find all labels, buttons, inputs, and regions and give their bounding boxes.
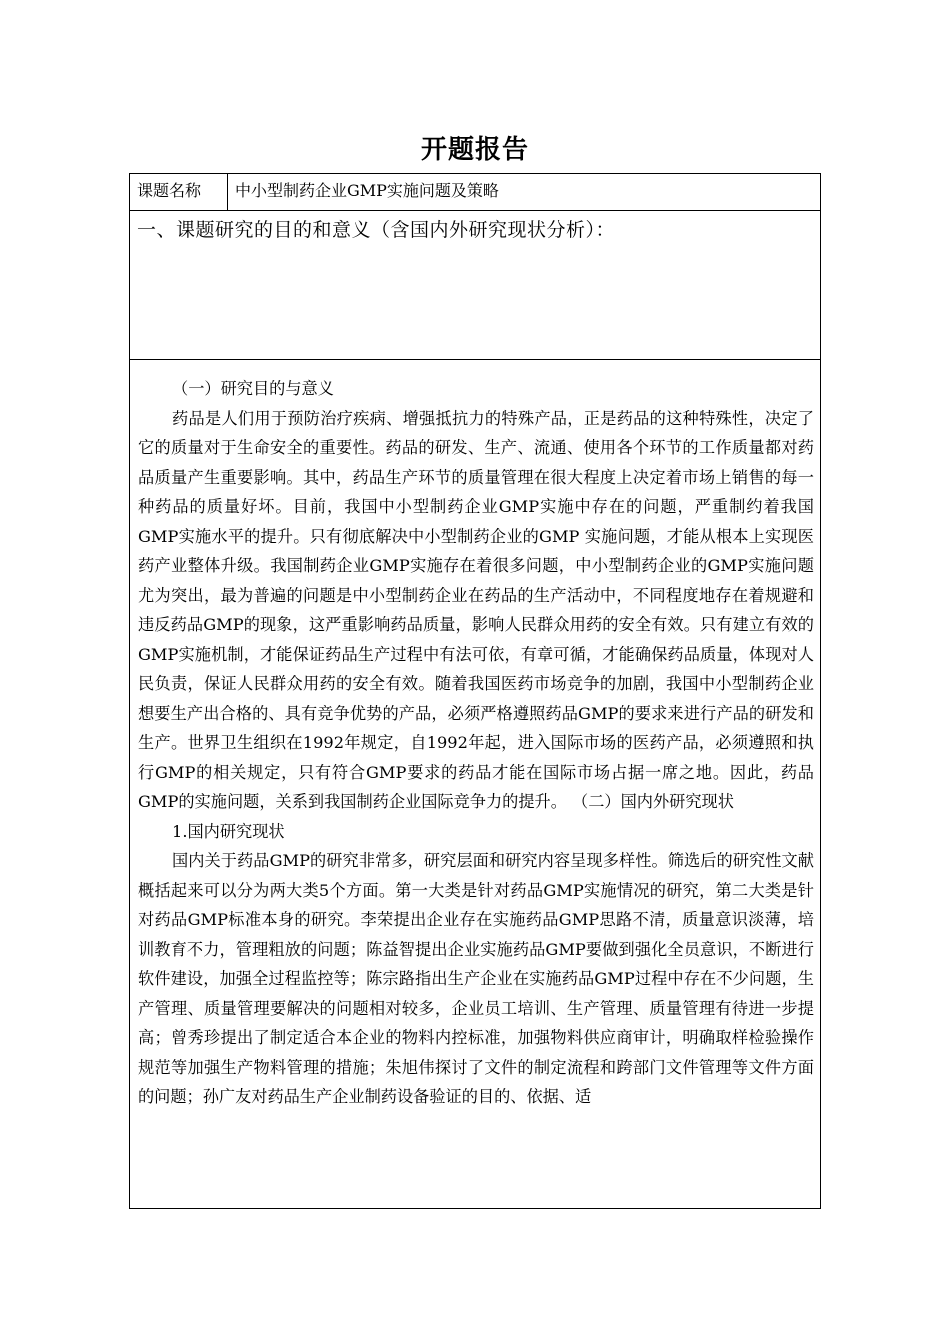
subsection-heading-purpose: （一）研究目的与意义 <box>172 379 334 398</box>
proposal-form-table <box>129 173 821 1209</box>
section-heading-row <box>130 211 820 360</box>
body-text <box>138 374 814 1112</box>
body-paragraph: 国内关于药品GMP的研究非常多，研究层面和研究内容呈现多样性。筛选后的研究性文献概括起来可以分为两大类5个方面。第一大类是针对药品GMP实施情况的研究，第二大类是针对药品GMP标准本身的研究。李荣提出企业存在实施药品GMP思路不清，质量意识淡薄，培训教育不力，管理粗放的问题；陈益智提出企业实施药品GMP要做到强化全员意识，不断进行软件建设，加强全过程监控等；陈宗路指出生产企业在实施药品GMP过程中存在不少问题，生产管理、质量管理要解决的问题相对较多，企业员工培训、生产管理、质量管理有待进一步提高；曾秀珍提出了制定适合本企业的物料内控标准，加强物料供应商审计，明确取样检验操作规范等加强生产物料管理的措施；朱旭伟探讨了文件的制定流程和跨部门文件管理等文件方面的问题；孙广友对药品生产企业制药设备验证的目的、依据、适 <box>138 851 814 1106</box>
section-heading: 一、课题研究的目的和意义（含国内外研究现状分析）： <box>137 219 616 241</box>
topic-row <box>130 174 820 211</box>
body-paragraph: 药品是人们用于预防治疗疾病、增强抵抗力的特殊产品，正是药品的这种特殊性，决定了它的质量对于生命安全的重要性。药品的研发、生产、流通、使用各个环节的工作质量都对药品质量产生重要影响。其中，药品生产环节的质量管理在很大程度上决定着市场上销售的每一种药品的质量好坏。目前，我国中小型制药企业GMP实施中存在的问题，严重制约着我国GMP实施水平的提升。只有彻底解决中小型制药企业的GMP 实施问题，才能从根本上实现医药产业整体升级。我国制药企业GMP实施存在着很多问题，中小型制药企业的GMP实施问题尤为突出，最为普遍的问题是中小型制药企业在药品的生产活动中，不同程度地存在着规避和违反药品GMP的现象，这严重影响药品质量，影响人民群众用药的安全有效。只有建立有效的GMP实施机制，才能保证药品生产过程中有法可依，有章可循，才能确保药品质量，体现对人民负责，保证人民群众用药的安全有效。随着我国医药市场竞争的加剧，我国中小型制药企业想要生产出合格的、具有竞争优势的产品，必须严格遵照药品GMP的要求来进行产品的研发和生产。世界卫生组织在1992年规定，自1992年起，进入国际市场的医药产品，必须遵照和执行GMP的相关规定，只有符合GMP要求的药品才能在国际市场占据一席之地。因此，药品GMP的实施问题，关系到我国制药企业国际竞争力的提升。 （二）国内外研究现状 <box>138 408 814 811</box>
subsection-heading-domestic: 1.国内研究现状 <box>172 821 285 841</box>
page-title: 开题报告 <box>420 135 529 165</box>
topic-label: 课题名称 <box>130 174 228 210</box>
topic-value: 中小型制药企业GMP实施问题及策略 <box>235 181 499 200</box>
